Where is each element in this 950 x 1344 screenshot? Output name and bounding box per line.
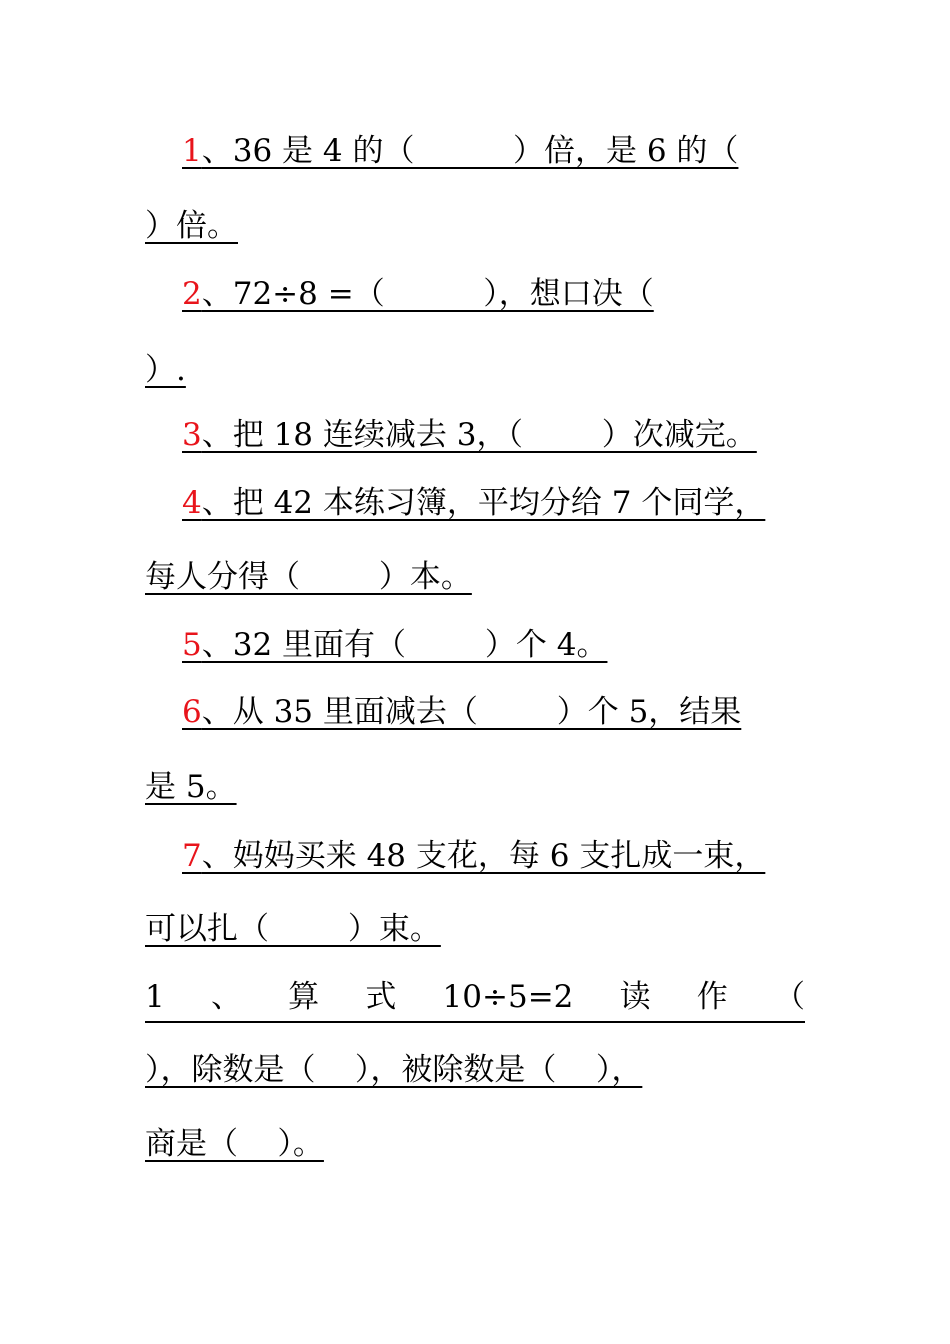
- question-text: 可以扎（ ）束。: [145, 911, 441, 947]
- question-2-line-2: [145, 350, 186, 390]
- question-7-line-1: [182, 836, 765, 876]
- question-text: 、36 是 4 的（ ）倍，是 6 的（: [201, 133, 739, 169]
- question-text: 、把 18 连续减去 3，（ ）次减完。: [201, 417, 757, 453]
- question-text: 、72÷8 =（ ），想口决（: [201, 276, 654, 312]
- question-text: 商是（ ）。: [145, 1126, 324, 1162]
- question-text: 、32 里面有（ ）个 4。: [201, 627, 608, 663]
- question-number: 7: [182, 838, 202, 874]
- question-text: 是 5。: [145, 769, 237, 805]
- question-number: 5: [182, 627, 202, 663]
- extra-question-line-1: [145, 977, 805, 1023]
- extra-token: （: [774, 979, 805, 1015]
- question-5-line-1: [182, 625, 607, 665]
- question-6-line-1: [182, 692, 741, 732]
- question-text: ）倍。: [145, 208, 238, 244]
- question-text: 、把 42 本练习簿，平均分给 7 个同学，: [201, 485, 766, 521]
- question-text: ），除数是（ ），被除数是（ ），: [145, 1052, 643, 1088]
- question-1-line-1: [182, 131, 738, 171]
- question-2-line-1: [182, 274, 654, 314]
- question-number: 2: [182, 276, 202, 312]
- extra-question-line-3: [145, 1124, 324, 1164]
- question-4-line-1: [182, 483, 765, 523]
- question-text: ）.: [145, 352, 186, 388]
- question-text: 每人分得（ ）本。: [145, 559, 472, 595]
- question-text: 、妈妈买来 48 支花，每 6 支扎成一束，: [201, 838, 766, 874]
- question-number: 4: [182, 485, 202, 521]
- question-text: 、从 35 里面减去（ ）个 5，结果: [201, 694, 742, 730]
- extra-token: 算: [288, 979, 320, 1015]
- question-6-line-2: [145, 767, 237, 807]
- question-number: 3: [182, 417, 202, 453]
- question-number: 6: [182, 694, 202, 730]
- question-3-line-1: [182, 415, 757, 455]
- question-4-line-2: [145, 557, 472, 597]
- extra-token: 、: [210, 979, 242, 1015]
- extra-question-line-2: [145, 1050, 642, 1090]
- extra-token: 作: [696, 979, 728, 1015]
- extra-token: 读: [619, 979, 651, 1015]
- extra-token: 式: [365, 979, 397, 1015]
- question-number: 1: [182, 133, 202, 169]
- question-7-line-2: [145, 909, 441, 949]
- extra-token: 10÷5=2: [442, 979, 574, 1015]
- question-1-line-2: [145, 206, 238, 246]
- extra-token: 1: [145, 979, 165, 1015]
